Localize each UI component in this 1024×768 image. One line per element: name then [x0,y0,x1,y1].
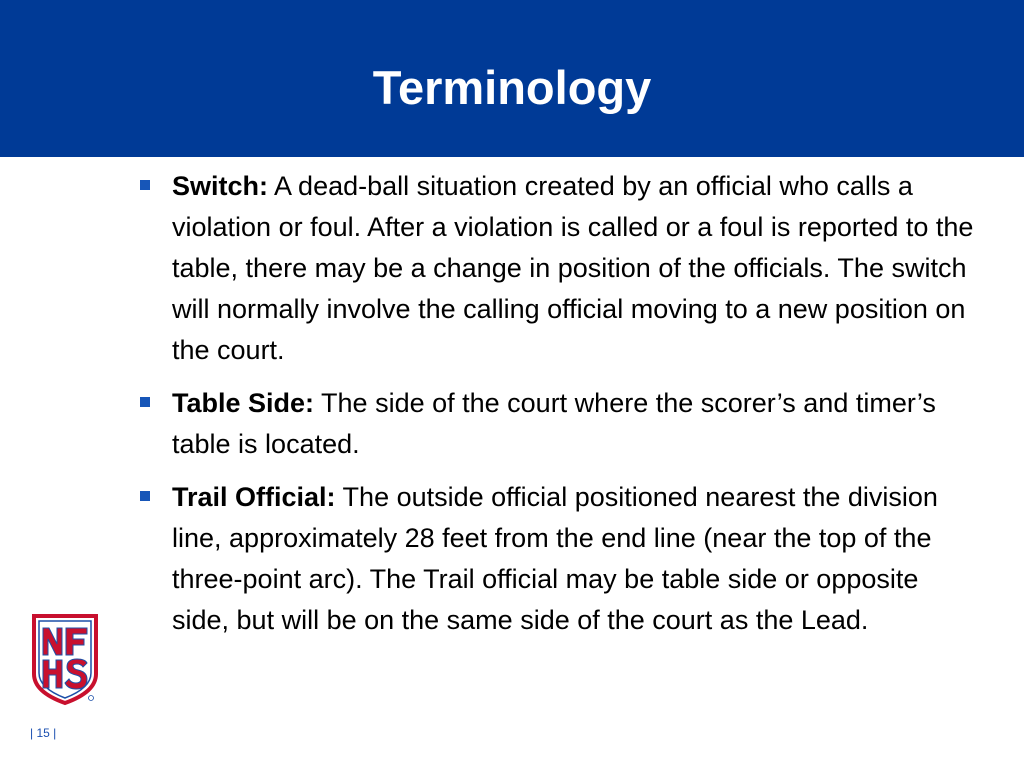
slide-content [140,166,980,653]
terminology-list [140,166,980,641]
term-trail-official [140,477,980,641]
term-definition: The side of the court where the scorer’s and timer’s table is located. [172,388,936,459]
term-definition: The outside official positioned nearest the division line, approximately 28 feet from the end line (near the top of the three-point arc). The Trail official may be table side or opposite side, but will be on the same side of the court as the Lead. [172,482,938,635]
term-table-side [140,383,980,465]
term-label: Switch: [172,171,269,201]
term-definition: A dead-ball situation created by an official who calls a violation or foul. After a violation is called or a foul is reported to the table, there may be a change in position of the officials. The switch will normally involve the calling official moving to a new position on the court. [172,171,974,365]
slide-title: Terminology [372,61,652,114]
nfhs-shield-icon [30,612,100,706]
term-label: Trail Official: [172,482,336,512]
page-number: | 15 | [30,726,57,740]
square-bullet-icon [140,180,150,190]
title-bar [0,0,1024,157]
term-switch [140,166,980,371]
square-bullet-icon [140,491,150,501]
term-label: Table Side: [172,388,315,418]
square-bullet-icon [140,397,150,407]
nfhs-logo [30,612,100,706]
